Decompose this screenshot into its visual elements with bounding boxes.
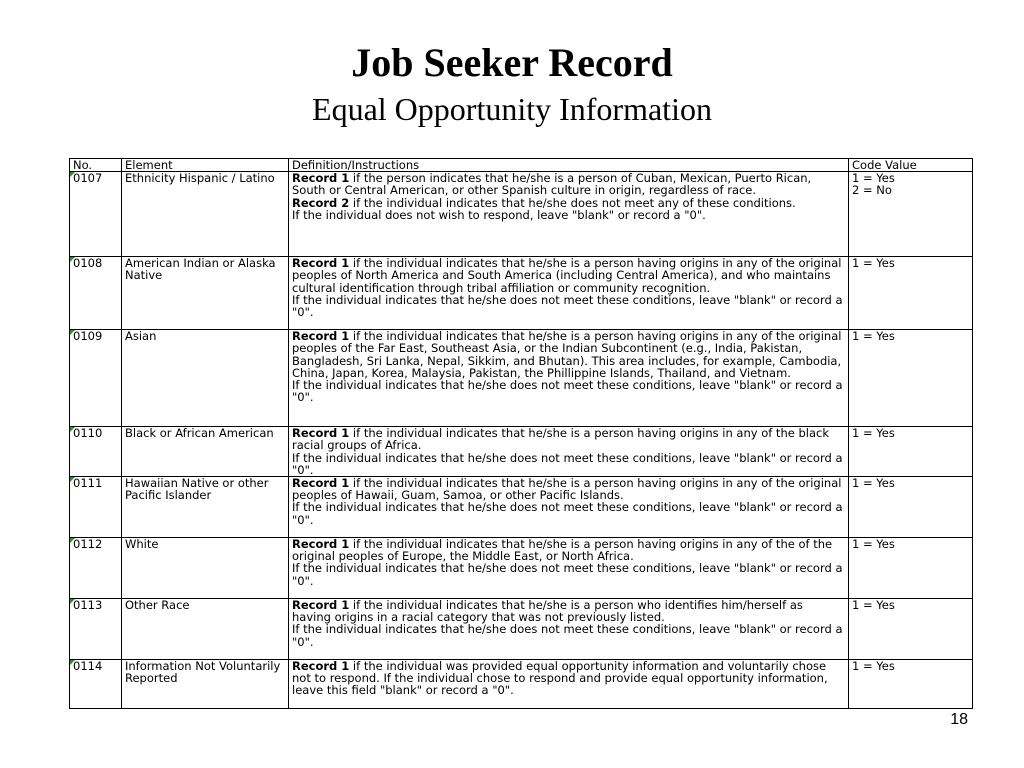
header-code-value: Code Value	[849, 159, 973, 172]
record-1-text: Record 1 if the individual indicates that he/she is a person having origins in any of the black racial groups of Africa.	[292, 426, 829, 453]
table-row	[70, 427, 973, 477]
row-definition	[289, 330, 849, 427]
row-number: 0110	[70, 427, 122, 477]
row-number: 0112	[70, 538, 122, 599]
row-code-value: 1 = Yes	[849, 257, 973, 330]
record-1-label: Record 1	[292, 426, 350, 441]
table-row	[70, 477, 973, 538]
record-1-text: Record 1 if the individual was provided equal opportunity information and voluntarily chose not to respond. If the individual chose to respond and provide equal opportunity information, leave this field "blank" or record a "0".	[292, 659, 828, 698]
record-1-label: Record 1	[292, 256, 350, 271]
row-number: 0113	[70, 599, 122, 660]
no-response-instruction: If the individual indicates that he/she does not meet these conditions, leave "blank" or record a "0".	[292, 292, 843, 320]
table-row	[70, 257, 973, 330]
row-definition	[289, 257, 849, 330]
row-number: 0108	[70, 257, 122, 330]
row-code-value: 1 = Yes	[849, 599, 973, 660]
page-number: 18	[950, 711, 968, 728]
row-number: 0107	[70, 172, 122, 257]
row-definition	[289, 660, 849, 709]
row-number: 0114	[70, 660, 122, 709]
record-2-label: Record 2	[292, 195, 350, 210]
equal-opportunity-table	[69, 158, 973, 709]
row-element: Other Race	[122, 599, 289, 660]
row-code-value: 1 = Yes	[849, 427, 973, 477]
record-1-text: Record 1 if the individual indicates that he/she is a person having origins in any of the original peoples of Hawaii, Guam, Samoa, or other Pacific Islands.	[292, 476, 842, 503]
row-element: White	[122, 538, 289, 599]
row-element: Black or African American	[122, 427, 289, 477]
table-header-row	[70, 159, 973, 172]
table-row	[70, 599, 973, 660]
row-element: Ethnicity Hispanic / Latino	[122, 172, 289, 257]
row-definition	[289, 427, 849, 477]
row-code-value: 1 = Yes	[849, 330, 973, 427]
row-element: Hawaiian Native or other Pacific Islander	[122, 477, 289, 538]
row-element: Asian	[122, 330, 289, 427]
row-number: 0109	[70, 330, 122, 427]
no-response-instruction: If the individual indicates that he/she does not meet these conditions, leave "blank" or record a "0".	[292, 500, 843, 527]
record-1-label: Record 1	[292, 537, 350, 552]
row-definition	[289, 599, 849, 660]
table-row	[70, 330, 973, 427]
table-row	[70, 538, 973, 599]
row-definition	[289, 172, 849, 257]
row-code-value: 1 = Yes	[849, 477, 973, 538]
row-number: 0111	[70, 477, 122, 538]
header-definition: Definition/Instructions	[289, 159, 849, 172]
record-1-label: Record 1	[292, 171, 350, 186]
row-code-value: 1 = Yes	[849, 538, 973, 599]
record-1-label: Record 1	[292, 598, 350, 613]
no-response-instruction: If the individual indicates that he/she does not meet these conditions, leave "blank" or record a "0".	[292, 450, 843, 477]
row-definition	[289, 477, 849, 538]
record-1-text: Record 1 if the individual indicates that he/she is a person having origins in any of the original peoples of North America and South America (including Central America), and who maintains cultural identification through tribal affiliation or community recognition.	[292, 256, 842, 295]
slide-subtitle: Equal Opportunity Information	[312, 91, 712, 127]
record-1-text: Record 1 if the individual indicates that he/she is a person having origins in any of the of the original peoples of Europe, the Middle East, or North Africa.	[292, 537, 833, 564]
record-2-text: Record 2 if the individual indicates that he/she does not meet any of these conditions.	[292, 195, 796, 210]
slide-title: Job Seeker Record	[351, 40, 673, 85]
record-1-text: Record 1 if the individual indicates that he/she is a person who identifies him/herself as having origins in a racial category that was not previously listed.	[292, 598, 803, 625]
no-response-instruction: If the individual indicates that he/she does not meet these conditions, leave "blank" or record a "0".	[292, 561, 843, 588]
record-1-text: Record 1 if the person indicates that he/she is a person of Cuban, Mexican, Puerto Rican, South or Central American, or other Spanish culture in origin, regardless of race.	[292, 171, 812, 198]
record-1-label: Record 1	[292, 329, 350, 344]
row-element: Information Not Voluntarily Reported	[122, 660, 289, 709]
row-element: American Indian or Alaska Native	[122, 257, 289, 330]
record-1-text: Record 1 if the individual indicates that he/she is a person having origins in any of the original peoples of the Far East, Southeast Asia, or the Indian Subcontinent (e.g., India, Pakistan, Bangladesh, Sri Lanka, Nepal, Sikkim, and Bhutan). This area includes, for example, Cambodia, China, Japan, Korea, Malaysia, Pakistan, the Phillippine Islands, Thailand, and Vietnam.	[292, 329, 842, 380]
record-1-label: Record 1	[292, 659, 350, 674]
no-response-instruction: If the individual does not wish to respond, leave "blank" or record a "0".	[292, 207, 706, 222]
no-response-instruction: If the individual indicates that he/she does not meet these conditions, leave "blank" or record a "0".	[292, 378, 843, 405]
row-definition	[289, 538, 849, 599]
header-no: No.	[70, 159, 122, 172]
row-code-value: 1 = Yes 2 = No	[849, 172, 973, 257]
row-code-value: 1 = Yes	[849, 660, 973, 709]
table-row	[70, 660, 973, 709]
record-1-label: Record 1	[292, 476, 350, 491]
no-response-instruction: If the individual indicates that he/she does not meet these conditions, leave "blank" or record a "0".	[292, 622, 843, 649]
header-element: Element	[122, 159, 289, 172]
table-row	[70, 172, 973, 257]
